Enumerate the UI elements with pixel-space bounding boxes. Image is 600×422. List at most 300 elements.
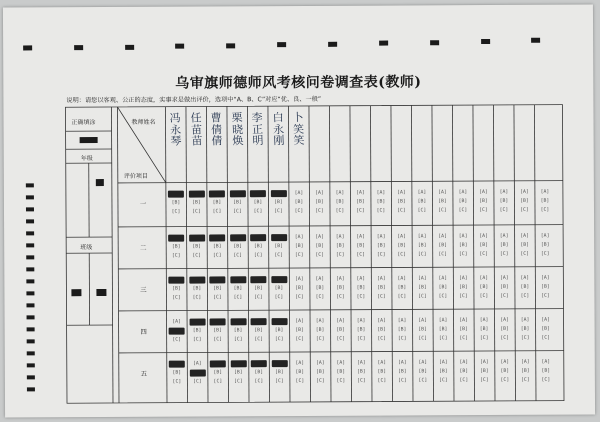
bubble-group-r1-c19 (535, 188, 555, 215)
option-a-bubble[interactable] (249, 359, 269, 368)
option-b-bubble[interactable]: [B] (171, 200, 181, 206)
option-c-bubble[interactable]: [C] (336, 294, 345, 300)
option-c-bubble[interactable]: [C] (397, 208, 406, 214)
teacher-name-7: 卜 笑 笑 (292, 110, 305, 148)
option-b-bubble[interactable]: [B] (274, 286, 284, 292)
option-a-bubble[interactable]: [A] (520, 233, 529, 239)
option-a-bubble[interactable]: [A] (459, 318, 468, 324)
option-a-bubble[interactable]: [A] (192, 361, 202, 367)
option-c-bubble[interactable]: [C] (541, 377, 551, 383)
option-b-bubble[interactable]: [B] (520, 368, 530, 374)
option-b-bubble[interactable]: [B] (253, 200, 263, 206)
option-a-bubble[interactable] (248, 233, 268, 242)
option-a-bubble[interactable]: [A] (520, 359, 530, 365)
option-a-bubble[interactable] (187, 275, 207, 284)
option-c-bubble[interactable]: [C] (376, 252, 386, 258)
option-c-bubble[interactable]: [C] (274, 337, 284, 343)
option-a-bubble[interactable]: [A] (541, 359, 551, 365)
option-b-bubble[interactable]: [B] (541, 368, 551, 374)
option-a-bubble[interactable]: [A] (438, 234, 447, 240)
option-c-bubble[interactable]: [C] (418, 294, 427, 300)
option-c-bubble[interactable]: [C] (294, 252, 304, 259)
option-c-bubble[interactable]: [C] (233, 337, 243, 343)
option-b-bubble[interactable]: [B] (417, 243, 427, 249)
option-a-bubble[interactable]: [A] (377, 318, 386, 324)
option-b-bubble[interactable]: [B] (254, 370, 264, 376)
option-a-bubble[interactable]: [A] (356, 360, 366, 366)
option-a-bubble[interactable]: [A] (458, 190, 468, 196)
option-a-bubble[interactable]: [A] (377, 360, 387, 366)
option-c-bubble[interactable]: [C] (253, 209, 263, 215)
option-a-bubble[interactable] (208, 359, 228, 368)
option-c-bubble[interactable]: [C] (192, 295, 202, 301)
option-a-bubble[interactable]: [A] (335, 190, 345, 196)
option-a-bubble[interactable]: [A] (376, 190, 386, 196)
option-c-bubble[interactable]: [C] (520, 335, 530, 341)
option-b-bubble[interactable]: [B] (192, 286, 202, 292)
option-b-bubble[interactable]: [B] (315, 243, 325, 249)
option-c-bubble[interactable]: [C] (418, 336, 428, 342)
option-c-bubble[interactable]: [C] (377, 336, 387, 342)
option-b-bubble[interactable]: [B] (336, 369, 346, 375)
option-b-bubble[interactable]: [B] (213, 370, 223, 376)
option-a-bubble[interactable]: [A] (397, 190, 406, 196)
option-b-bubble[interactable]: [B] (253, 244, 263, 250)
option-b-bubble[interactable]: [B] (500, 284, 509, 290)
option-a-bubble[interactable] (166, 234, 186, 243)
option-c-bubble[interactable]: [C] (377, 294, 386, 300)
option-c-bubble[interactable]: [C] (520, 251, 530, 257)
option-b-bubble[interactable]: [B] (172, 370, 182, 376)
option-b-bubble[interactable]: [B] (541, 326, 550, 332)
option-c-bubble[interactable]: [C] (417, 208, 427, 214)
option-b-bubble[interactable]: [B] (540, 198, 550, 204)
option-c-bubble[interactable]: [C] (172, 379, 182, 385)
option-b-bubble[interactable]: [B] (458, 243, 468, 249)
option-a-bubble[interactable]: [A] (336, 318, 345, 324)
option-c-bubble[interactable]: [C] (499, 207, 509, 213)
option-a-bubble[interactable]: [A] (479, 234, 488, 240)
option-b-bubble[interactable]: [B] (274, 200, 283, 206)
option-b-bubble[interactable]: [B] (397, 327, 407, 333)
option-a-bubble[interactable]: [A] (295, 318, 304, 325)
option-c-bubble[interactable]: [C] (500, 335, 510, 341)
option-c-bubble[interactable]: [C] (315, 336, 325, 342)
option-b-bubble[interactable]: [B] (335, 199, 345, 205)
option-a-bubble[interactable]: [A] (540, 233, 550, 239)
option-b-bubble[interactable]: [B] (397, 369, 407, 375)
option-a-bubble[interactable]: [A] (376, 234, 386, 240)
option-a-bubble[interactable]: [A] (356, 276, 366, 282)
option-b-bubble[interactable]: [B] (233, 328, 243, 334)
option-b-bubble[interactable]: [B] (459, 369, 469, 375)
option-a-bubble[interactable] (269, 359, 289, 368)
option-c-bubble[interactable]: [C] (315, 252, 325, 258)
option-c-bubble[interactable]: [C] (479, 252, 489, 258)
option-a-bubble[interactable] (187, 233, 207, 242)
option-b-bubble[interactable]: [B] (438, 327, 448, 333)
option-b-bubble[interactable]: [B] (192, 200, 201, 206)
option-c-bubble[interactable]: [C] (274, 253, 284, 259)
option-c-bubble[interactable]: [C] (439, 378, 448, 384)
option-b-bubble[interactable]: [B] (541, 284, 550, 290)
option-a-bubble[interactable] (228, 359, 248, 368)
option-b-bubble[interactable]: [B] (459, 285, 468, 291)
option-c-bubble[interactable]: [C] (212, 253, 222, 259)
option-c-bubble[interactable]: [C] (438, 294, 448, 300)
option-c-bubble[interactable]: [C] (274, 209, 283, 215)
option-c-bubble[interactable]: [C] (520, 207, 529, 213)
option-c-bubble[interactable]: [C] (275, 379, 284, 385)
bubble-group-r5-c1 (167, 360, 187, 387)
option-a-bubble[interactable]: [A] (500, 359, 510, 365)
option-b-bubble[interactable]: [B] (335, 243, 345, 249)
option-c-bubble[interactable]: [C] (480, 378, 489, 384)
option-c-bubble[interactable]: [C] (193, 379, 202, 385)
option-b-bubble[interactable] (167, 327, 187, 336)
option-c-bubble[interactable]: [C] (479, 294, 489, 300)
option-c-bubble[interactable]: [C] (212, 209, 222, 215)
option-b-bubble[interactable]: [B] (274, 370, 284, 376)
option-b-bubble[interactable]: [B] (376, 243, 386, 249)
teacher-name-5: 李 正 明 (251, 111, 264, 148)
option-c-bubble[interactable]: [C] (459, 294, 468, 300)
option-b-bubble[interactable]: [B] (438, 369, 448, 375)
option-a-bubble[interactable]: [A] (479, 360, 489, 366)
option-a-bubble[interactable]: [A] (356, 190, 365, 196)
option-b-bubble[interactable]: [B] (213, 328, 222, 334)
bubble-group-r2-c11 (371, 233, 391, 260)
option-c-bubble[interactable]: [C] (500, 377, 510, 383)
option-a-bubble[interactable] (187, 317, 207, 326)
option-a-bubble[interactable] (269, 317, 289, 326)
option-a-bubble[interactable]: [A] (499, 275, 509, 281)
option-b-bubble[interactable]: [B] (356, 243, 366, 249)
option-b-bubble[interactable]: [B] (376, 199, 386, 205)
option-b-bubble[interactable]: [B] (233, 370, 243, 376)
option-a-bubble[interactable]: [A] (397, 318, 407, 324)
option-a-bubble[interactable]: [A] (335, 234, 345, 240)
option-a-bubble[interactable]: [A] (397, 360, 407, 366)
option-a-bubble[interactable]: [A] (540, 275, 550, 281)
bubble-group-r5-c17 (495, 358, 515, 385)
option-a-bubble[interactable]: [A] (418, 276, 427, 282)
class-fill-mark-1 (71, 289, 81, 296)
option-c-bubble[interactable]: [C] (398, 378, 407, 384)
option-a-bubble[interactable] (208, 317, 228, 326)
option-c-bubble[interactable]: [C] (295, 294, 304, 301)
option-c-bubble[interactable]: [C] (316, 378, 325, 384)
option-c-bubble[interactable]: [C] (172, 295, 181, 301)
option-c-bubble[interactable]: [C] (253, 253, 263, 259)
option-c-bubble[interactable]: [C] (213, 337, 223, 343)
bubble-group-r1-c8 (309, 189, 329, 216)
option-b-bubble[interactable]: [B] (254, 328, 263, 334)
option-a-bubble[interactable]: [A] (336, 276, 345, 282)
option-c-bubble[interactable]: [C] (254, 337, 264, 343)
option-b-bubble[interactable]: [B] (356, 327, 366, 333)
option-c-bubble[interactable]: [C] (356, 252, 366, 258)
option-a-bubble[interactable]: [A] (438, 318, 448, 324)
option-a-bubble[interactable]: [A] (520, 317, 530, 323)
option-b-bubble[interactable]: [B] (438, 199, 447, 205)
option-b-bubble[interactable]: [B] (356, 285, 366, 291)
option-a-bubble[interactable] (228, 233, 248, 242)
option-a-bubble[interactable]: [A] (315, 318, 325, 324)
option-a-bubble[interactable]: [A] (295, 276, 304, 283)
option-b-bubble[interactable]: [B] (213, 286, 222, 292)
option-a-bubble[interactable] (166, 190, 186, 199)
option-c-bubble[interactable]: [C] (294, 208, 304, 215)
bubble-group-r4-c18 (515, 316, 535, 343)
option-c-bubble[interactable]: [C] (233, 209, 242, 215)
option-c-bubble[interactable]: [C] (172, 337, 182, 343)
option-a-bubble[interactable]: [A] (479, 276, 489, 282)
option-b-bubble[interactable]: [B] (172, 286, 181, 292)
option-a-bubble[interactable] (248, 275, 268, 284)
option-b-bubble[interactable]: [B] (377, 369, 387, 375)
option-b-bubble[interactable]: [B] (212, 200, 222, 206)
bubble-group-r5-c19 (536, 358, 556, 385)
option-b-bubble[interactable]: [B] (377, 327, 386, 333)
option-a-bubble[interactable]: [A] (377, 276, 386, 282)
option-a-bubble[interactable] (268, 189, 288, 198)
option-c-bubble[interactable]: [C] (540, 251, 550, 257)
option-c-bubble[interactable]: [C] (315, 208, 324, 214)
option-b-bubble[interactable]: [B] (397, 199, 406, 205)
option-b-bubble[interactable]: [B] (418, 327, 427, 333)
option-a-bubble[interactable]: [A] (418, 318, 427, 324)
option-a-bubble[interactable]: [A] (417, 190, 427, 196)
option-b-bubble[interactable]: [B] (438, 243, 448, 249)
option-b-bubble[interactable]: [B] (336, 285, 345, 291)
option-a-bubble[interactable]: [A] (295, 360, 305, 367)
option-c-bubble[interactable]: [C] (192, 337, 202, 343)
option-a-bubble[interactable] (228, 317, 248, 326)
option-c-bubble[interactable]: [C] (397, 336, 407, 342)
option-b-bubble[interactable]: [B] (520, 242, 530, 248)
option-a-bubble[interactable]: [A] (458, 276, 468, 282)
option-b-bubble[interactable]: [B] (356, 369, 366, 375)
option-c-bubble[interactable]: [C] (357, 378, 366, 384)
option-a-bubble[interactable] (227, 189, 247, 198)
bubble-group-r2-c8 (310, 233, 330, 260)
option-b-bubble[interactable]: [B] (499, 198, 509, 204)
option-b-bubble[interactable]: [B] (233, 286, 243, 292)
option-a-bubble[interactable]: [A] (397, 234, 406, 240)
option-c-bubble[interactable]: [C] (295, 336, 305, 343)
option-b-bubble[interactable]: [B] (171, 244, 181, 250)
option-c-bubble[interactable]: [C] (540, 207, 550, 213)
option-b-bubble[interactable]: [B] (192, 328, 202, 334)
option-b-bubble[interactable]: [B] (377, 285, 386, 291)
option-b-bubble[interactable]: [B] (479, 369, 489, 375)
option-a-bubble[interactable]: [A] (294, 234, 304, 241)
option-a-bubble[interactable]: [A] (315, 276, 325, 282)
option-b-bubble[interactable]: [B] (295, 369, 305, 376)
option-c-bubble[interactable]: [C] (233, 253, 243, 259)
option-b-bubble[interactable]: [B] (540, 242, 550, 248)
option-b-bubble[interactable]: [B] (418, 285, 427, 291)
option-c-bubble[interactable]: [C] (254, 379, 264, 385)
option-b-bubble[interactable]: [B] (520, 284, 530, 290)
option-c-bubble[interactable]: [C] (192, 209, 201, 215)
option-b-bubble[interactable]: [B] (233, 244, 243, 250)
option-b-bubble[interactable]: [B] (418, 369, 428, 375)
option-c-bubble[interactable]: [C] (315, 294, 325, 300)
eval-item-header: 评价项目 (123, 172, 148, 180)
option-a-bubble[interactable]: [A] (499, 189, 509, 195)
option-b-bubble[interactable]: [B] (459, 327, 468, 333)
option-b-bubble[interactable] (187, 368, 207, 377)
bubble-group-r5-c8 (310, 359, 330, 386)
option-a-bubble[interactable]: [A] (540, 189, 550, 195)
option-b-bubble[interactable]: [B] (397, 285, 407, 291)
option-b-bubble[interactable]: [B] (479, 199, 488, 205)
option-c-bubble[interactable]: [C] (417, 252, 427, 258)
option-a-bubble[interactable]: [A] (458, 234, 468, 240)
option-c-bubble[interactable]: [C] (376, 208, 386, 214)
option-a-bubble[interactable] (166, 276, 186, 285)
option-b-bubble[interactable]: [B] (479, 327, 489, 333)
option-c-bubble[interactable]: [C] (213, 379, 223, 385)
option-a-bubble[interactable]: [A] (172, 319, 181, 325)
option-a-bubble[interactable] (167, 360, 187, 369)
option-a-bubble[interactable]: [A] (315, 360, 325, 366)
option-a-bubble[interactable]: [A] (479, 190, 488, 196)
option-a-bubble[interactable] (248, 189, 268, 198)
option-a-bubble[interactable] (207, 233, 227, 242)
option-a-bubble[interactable]: [A] (479, 318, 489, 324)
option-c-bubble[interactable]: [C] (356, 208, 365, 214)
option-b-bubble[interactable]: [B] (356, 199, 365, 205)
option-c-bubble[interactable]: [C] (336, 378, 346, 384)
option-c-bubble[interactable]: [C] (521, 377, 530, 383)
option-c-bubble[interactable]: [C] (479, 208, 488, 214)
option-b-bubble[interactable]: [B] (274, 244, 284, 250)
option-c-bubble[interactable]: [C] (335, 252, 345, 258)
option-c-bubble[interactable]: [C] (541, 335, 551, 341)
option-a-bubble[interactable]: [A] (336, 360, 346, 366)
option-a-bubble[interactable]: [A] (356, 234, 365, 240)
option-a-bubble[interactable]: [A] (417, 234, 427, 240)
option-b-bubble[interactable]: [B] (520, 198, 529, 204)
option-a-bubble[interactable] (207, 189, 227, 198)
option-a-bubble[interactable] (207, 275, 227, 284)
option-c-bubble[interactable]: [C] (479, 336, 489, 342)
option-b-bubble[interactable]: [B] (458, 199, 468, 205)
option-a-bubble[interactable]: [A] (520, 275, 530, 281)
option-b-bubble[interactable]: [B] (438, 285, 448, 291)
option-b-bubble[interactable]: [B] (294, 199, 304, 206)
option-c-bubble[interactable]: [C] (397, 252, 407, 258)
bubble-group-r2-c5 (248, 233, 268, 260)
option-a-bubble[interactable]: [A] (315, 234, 324, 240)
option-a-bubble[interactable]: [A] (520, 189, 529, 195)
option-c-bubble[interactable]: [C] (295, 378, 305, 385)
option-b-bubble[interactable]: [B] (294, 243, 304, 250)
option-a-bubble[interactable] (249, 317, 269, 326)
option-c-bubble[interactable]: [C] (438, 208, 447, 214)
option-a-bubble[interactable]: [A] (500, 317, 509, 323)
option-a-bubble[interactable]: [A] (438, 360, 448, 366)
option-b-bubble[interactable]: [B] (295, 285, 304, 292)
option-c-bubble[interactable]: [C] (171, 209, 181, 215)
option-b-bubble[interactable]: [B] (479, 285, 489, 291)
option-c-bubble[interactable]: [C] (438, 336, 448, 342)
option-b-bubble[interactable]: [B] (315, 199, 324, 205)
option-c-bubble[interactable]: [C] (458, 208, 468, 214)
option-a-bubble[interactable]: [A] (294, 190, 304, 197)
option-a-bubble[interactable]: [A] (397, 276, 407, 282)
option-a-bubble[interactable] (186, 189, 206, 198)
option-a-bubble[interactable]: [A] (315, 190, 324, 196)
option-c-bubble[interactable]: [C] (274, 295, 284, 301)
option-a-bubble[interactable]: [A] (356, 318, 366, 324)
option-b-bubble[interactable]: [B] (397, 243, 407, 249)
option-c-bubble[interactable]: [C] (192, 253, 202, 259)
option-b-bubble[interactable]: [B] (479, 243, 489, 249)
option-c-bubble[interactable]: [C] (356, 294, 366, 300)
option-b-bubble[interactable]: [B] (499, 242, 509, 248)
option-a-bubble[interactable]: [A] (438, 190, 447, 196)
option-a-bubble[interactable]: [A] (418, 360, 428, 366)
option-a-bubble[interactable]: [A] (438, 276, 448, 282)
option-b-bubble[interactable]: [B] (295, 327, 304, 334)
option-b-bubble[interactable]: [B] (417, 199, 427, 205)
option-c-bubble[interactable]: [C] (377, 378, 387, 384)
option-c-bubble[interactable]: [C] (335, 208, 345, 214)
option-c-bubble[interactable]: [C] (458, 252, 468, 258)
option-b-bubble[interactable]: [B] (315, 285, 325, 291)
option-c-bubble[interactable]: [C] (541, 293, 550, 299)
option-c-bubble[interactable]: [C] (336, 336, 346, 342)
option-b-bubble[interactable]: [B] (233, 200, 242, 206)
option-b-bubble[interactable]: [B] (212, 244, 222, 250)
option-c-bubble[interactable]: [C] (499, 251, 509, 257)
option-c-bubble[interactable]: [C] (213, 295, 222, 301)
option-c-bubble[interactable]: [C] (520, 293, 530, 299)
option-b-bubble[interactable]: [B] (500, 326, 509, 332)
option-a-bubble[interactable]: [A] (459, 360, 469, 366)
option-c-bubble[interactable]: [C] (397, 294, 407, 300)
option-b-bubble[interactable]: [B] (274, 328, 284, 334)
option-a-bubble[interactable] (269, 275, 289, 284)
option-c-bubble[interactable]: [C] (254, 295, 263, 301)
option-c-bubble[interactable]: [C] (438, 252, 448, 258)
option-b-bubble[interactable]: [B] (315, 369, 325, 375)
option-c-bubble[interactable]: [C] (459, 336, 469, 342)
option-b-bubble[interactable]: [B] (192, 244, 202, 250)
option-a-bubble[interactable]: [A] (499, 233, 509, 239)
option-b-bubble[interactable]: [B] (520, 326, 530, 332)
option-c-bubble[interactable]: [C] (356, 336, 366, 342)
option-a-bubble[interactable] (228, 275, 248, 284)
survey-sheet (3, 4, 595, 417)
option-c-bubble[interactable]: [C] (234, 379, 243, 385)
option-b-bubble[interactable]: [B] (315, 327, 325, 333)
option-b-bubble[interactable]: [B] (500, 368, 510, 374)
option-c-bubble[interactable]: [C] (233, 295, 243, 301)
option-c-bubble[interactable]: [C] (171, 253, 181, 259)
option-c-bubble[interactable]: [C] (418, 378, 428, 384)
option-a-bubble[interactable]: [A] (541, 317, 550, 323)
option-b-bubble[interactable]: [B] (336, 327, 345, 333)
option-a-bubble[interactable] (269, 233, 289, 242)
option-c-bubble[interactable]: [C] (500, 293, 509, 299)
option-c-bubble[interactable]: [C] (459, 378, 469, 384)
option-b-bubble[interactable]: [B] (254, 286, 263, 292)
